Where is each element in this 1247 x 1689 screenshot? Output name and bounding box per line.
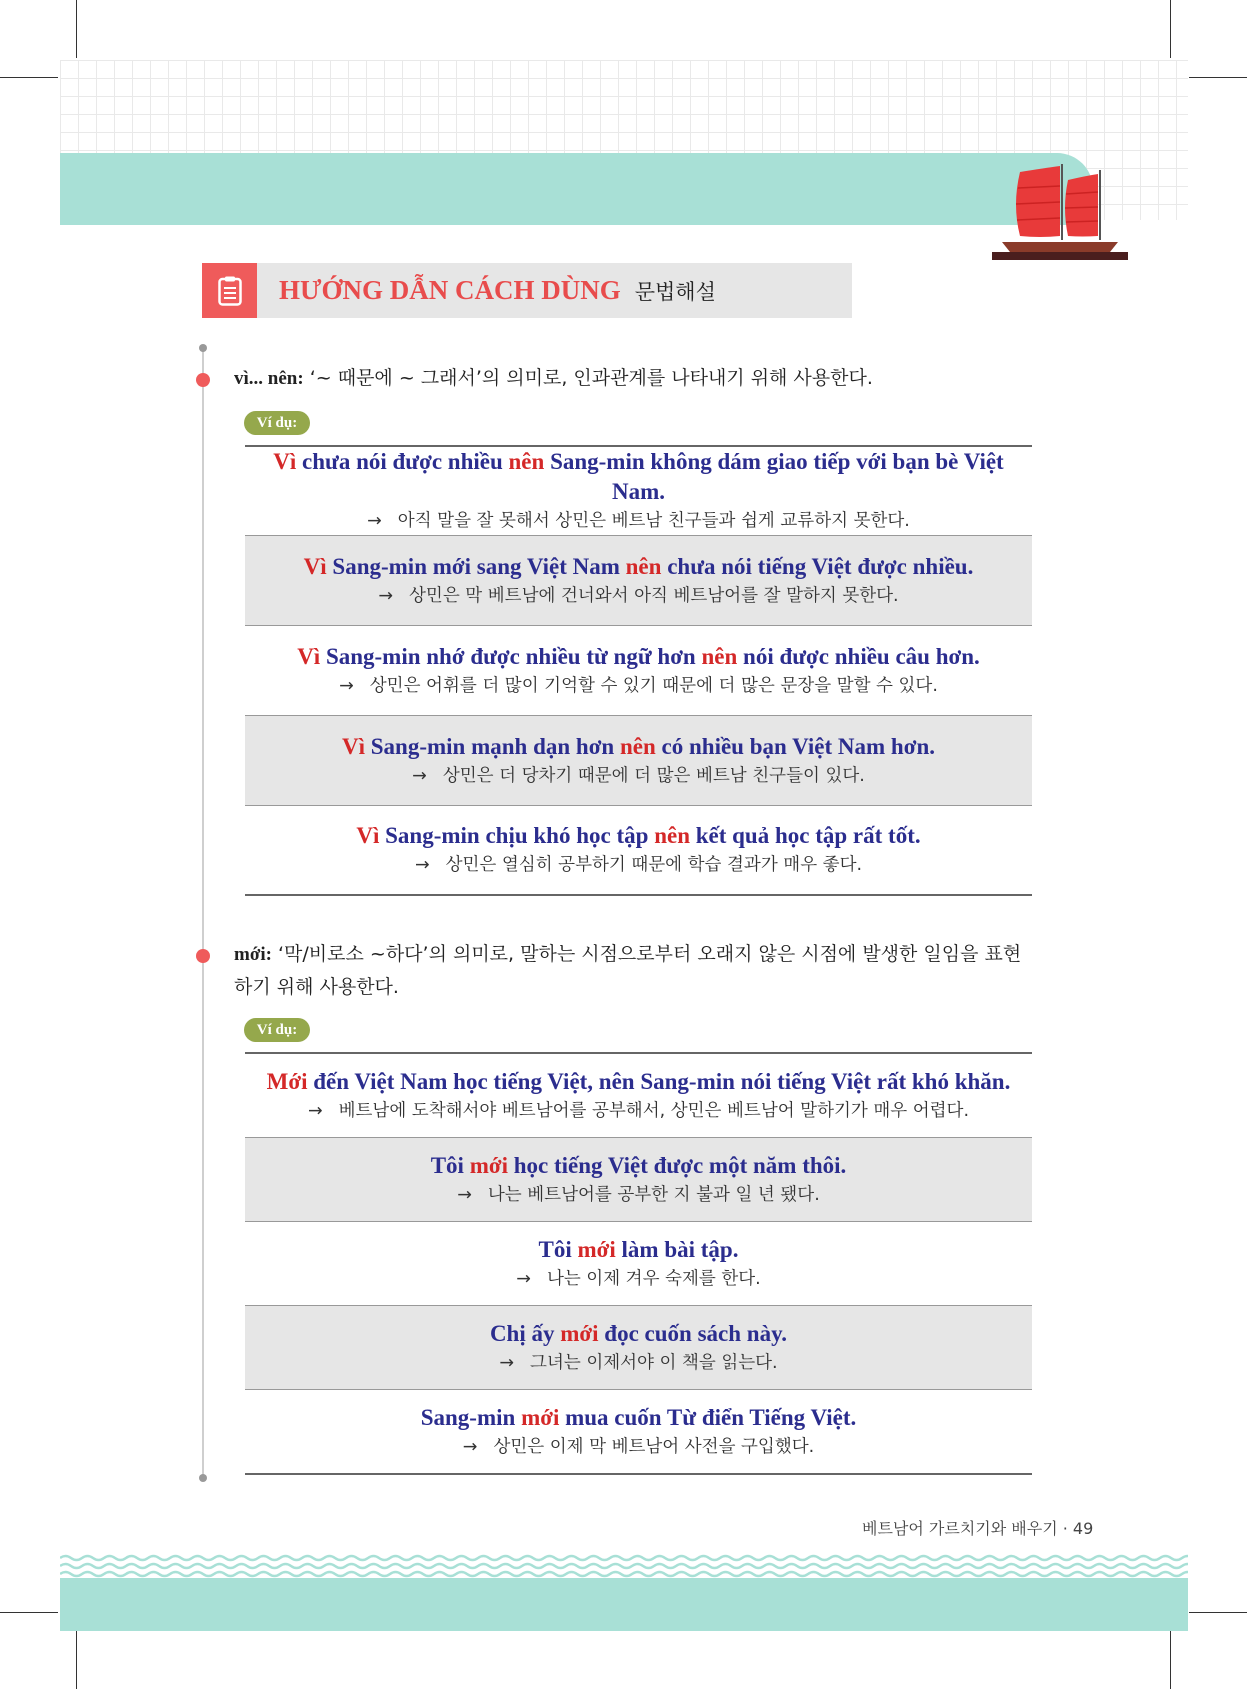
arrow-icon: →: [412, 765, 427, 786]
example-text: đọc cuốn sách này.: [598, 1320, 788, 1346]
example-text: Sang-min chịu khó học tập: [379, 823, 655, 848]
example-keyword: Mới: [266, 1068, 308, 1094]
example-text: Sang-min không dám giao tiếp với bạn bè Việt Nam.: [544, 449, 1004, 504]
section-title-korean: 문법해설: [634, 279, 716, 304]
crop-mark: [76, 1631, 77, 1689]
example-korean: [245, 1181, 1032, 1209]
grammar-rule-moi: [234, 938, 1039, 1004]
example-vietnamese: [245, 1067, 1032, 1097]
example-korean: [245, 1433, 1032, 1461]
example-text: đến Việt Nam học tiếng Việt, nên Sang-min nói tiếng Việt rất khó khăn.: [307, 1068, 1011, 1094]
example-row: [245, 1052, 1032, 1137]
example-row: [245, 715, 1032, 805]
footer-band: [60, 1578, 1188, 1631]
example-text: Tôi: [430, 1152, 470, 1178]
example-text: kết quả học tập rất tốt.: [689, 823, 921, 848]
example-keyword: Vì: [356, 823, 380, 848]
example-keyword: Vì: [342, 733, 365, 759]
timeline-line: [202, 348, 204, 1478]
example-text: làm bài tập.: [615, 1236, 739, 1262]
example-table: [245, 1052, 1032, 1475]
arrow-icon: →: [339, 675, 354, 696]
arrow-icon: →: [414, 855, 430, 875]
korean-translation: 상민은 열심히 공부하기 때문에 학습 결과가 매우 좋다.: [445, 855, 863, 875]
example-table: [245, 445, 1032, 896]
arrow-icon: →: [516, 1268, 531, 1289]
example-keyword: Vì: [297, 643, 321, 669]
example-vietnamese: [245, 447, 1032, 507]
timeline-start-dot: [199, 344, 207, 352]
example-keyword: nên: [701, 643, 738, 669]
example-keyword: nên: [508, 449, 545, 474]
korean-translation: 상민은 막 베트남에 건너와서 아직 베트남어를 잘 말하지 못한다.: [409, 585, 899, 606]
example-row: [245, 1137, 1032, 1221]
arrow-icon: →: [462, 1436, 478, 1457]
example-vietnamese: [245, 552, 1032, 582]
example-row: [245, 1389, 1032, 1475]
crop-mark: [0, 77, 58, 78]
example-keyword: mới: [521, 1404, 560, 1430]
rule-description: ‘막/비로소 ~하다’의 의미로, 말하는 시점으로부터 오래지 않은 시점에 발생한 일임을 표현하기 위해 사용한다.: [234, 943, 1022, 998]
example-vietnamese: [245, 732, 1032, 762]
example-korean: [245, 672, 1032, 700]
example-korean: [245, 1097, 1032, 1125]
crop-mark: [0, 1612, 58, 1613]
sailboat-illustration: [990, 160, 1130, 270]
section-bullet: [196, 373, 210, 387]
example-text: Sang-min nhớ được nhiều từ ngữ hơn: [320, 643, 702, 669]
crop-mark: [76, 0, 77, 58]
example-row: [245, 445, 1032, 535]
document-icon: [202, 263, 257, 318]
example-row: [245, 805, 1032, 896]
korean-translation: 상민은 어휘를 더 많이 기억할 수 있기 때문에 더 많은 문장을 말할 수 있다.: [369, 675, 938, 696]
section-bullet: [196, 949, 210, 963]
timeline-end-dot: [199, 1474, 207, 1482]
example-korean: [245, 762, 1032, 790]
page-footer: 베트남어 가르치기와 배우기 · 49: [862, 1519, 1094, 1538]
example-vietnamese: [245, 821, 1032, 851]
arrow-icon: →: [499, 1352, 515, 1373]
example-keyword: mới: [577, 1236, 616, 1262]
arrow-icon: →: [457, 1184, 472, 1205]
example-keyword: mới: [469, 1152, 508, 1178]
example-row: [245, 625, 1032, 715]
korean-translation: 상민은 이제 막 베트남어 사전을 구입했다.: [493, 1436, 815, 1457]
example-vietnamese: [245, 1319, 1032, 1349]
example-row: [245, 1221, 1032, 1305]
grammar-rule-vi-nen: [234, 362, 1039, 395]
example-text: Sang-min mạnh dạn hơn: [365, 733, 620, 759]
example-text: nói được nhiều câu hơn.: [737, 643, 980, 669]
example-text: chưa nói được nhiều: [296, 449, 509, 474]
crop-mark: [1170, 1631, 1171, 1689]
korean-translation: 베트남에 도착해서야 베트남어를 공부해서, 상민은 베트남어 말하기가 매우 어렵다.: [338, 1100, 970, 1121]
rule-keyword: vì... nên:: [234, 368, 304, 389]
section-title-vietnamese: HƯỚNG DẪN CÁCH DÙNG: [279, 275, 621, 305]
korean-translation: 그녀는 이제서야 이 책을 읽는다.: [530, 1352, 778, 1373]
example-text: có nhiều bạn Việt Nam hơn.: [655, 733, 935, 759]
arrow-icon: →: [307, 1100, 323, 1121]
example-korean: [245, 1349, 1032, 1377]
example-korean: [245, 1265, 1032, 1293]
arrow-icon: →: [378, 585, 394, 606]
example-text: Sang-min: [420, 1404, 522, 1430]
section-title-bar: [202, 263, 852, 318]
example-row: [245, 535, 1032, 625]
example-text: mua cuốn Từ điển Tiếng Việt.: [559, 1404, 857, 1430]
crop-mark: [1189, 1612, 1247, 1613]
korean-translation: 상민은 더 당차기 때문에 더 많은 베트남 친구들이 있다.: [442, 765, 865, 786]
example-keyword: Vì: [273, 449, 297, 474]
example-text: Chị ấy: [489, 1320, 561, 1346]
example-vietnamese: [245, 1403, 1032, 1433]
example-text: chưa nói tiếng Việt được nhiều.: [661, 553, 974, 579]
example-vietnamese: [245, 1151, 1032, 1181]
example-keyword: nên: [619, 733, 656, 759]
example-korean: [245, 851, 1032, 879]
example-keyword: nên: [625, 553, 662, 579]
example-vietnamese: [245, 1235, 1032, 1265]
example-keyword: Vì: [303, 553, 327, 579]
example-korean: [245, 507, 1032, 535]
example-keyword: nên: [654, 823, 690, 848]
example-text: Tôi: [538, 1236, 578, 1262]
crop-mark: [1189, 77, 1247, 78]
korean-translation: 나는 이제 겨우 숙제를 한다.: [546, 1268, 761, 1289]
rule-keyword: mới:: [234, 944, 272, 965]
example-vietnamese: [245, 642, 1032, 672]
example-text: học tiếng Việt được một năm thôi.: [507, 1152, 847, 1178]
example-badge: Ví dụ:: [244, 1018, 310, 1042]
crop-mark: [1170, 0, 1171, 58]
header-band: [60, 153, 1093, 225]
example-keyword: mới: [560, 1320, 599, 1346]
example-row: [245, 1305, 1032, 1389]
korean-translation: 아직 말을 잘 못해서 상민은 베트남 친구들과 쉽게 교류하지 못한다.: [397, 511, 910, 531]
arrow-icon: →: [367, 511, 382, 531]
korean-translation: 나는 베트남어를 공부한 지 불과 일 년 됐다.: [487, 1184, 820, 1205]
example-korean: [245, 582, 1032, 610]
example-badge: Ví dụ:: [244, 411, 310, 435]
example-text: Sang-min mới sang Việt Nam: [326, 553, 626, 579]
rule-description: ‘~ 때문에 ~ 그래서’의 의미로, 인과관계를 나타내기 위해 사용한다.: [303, 367, 873, 389]
